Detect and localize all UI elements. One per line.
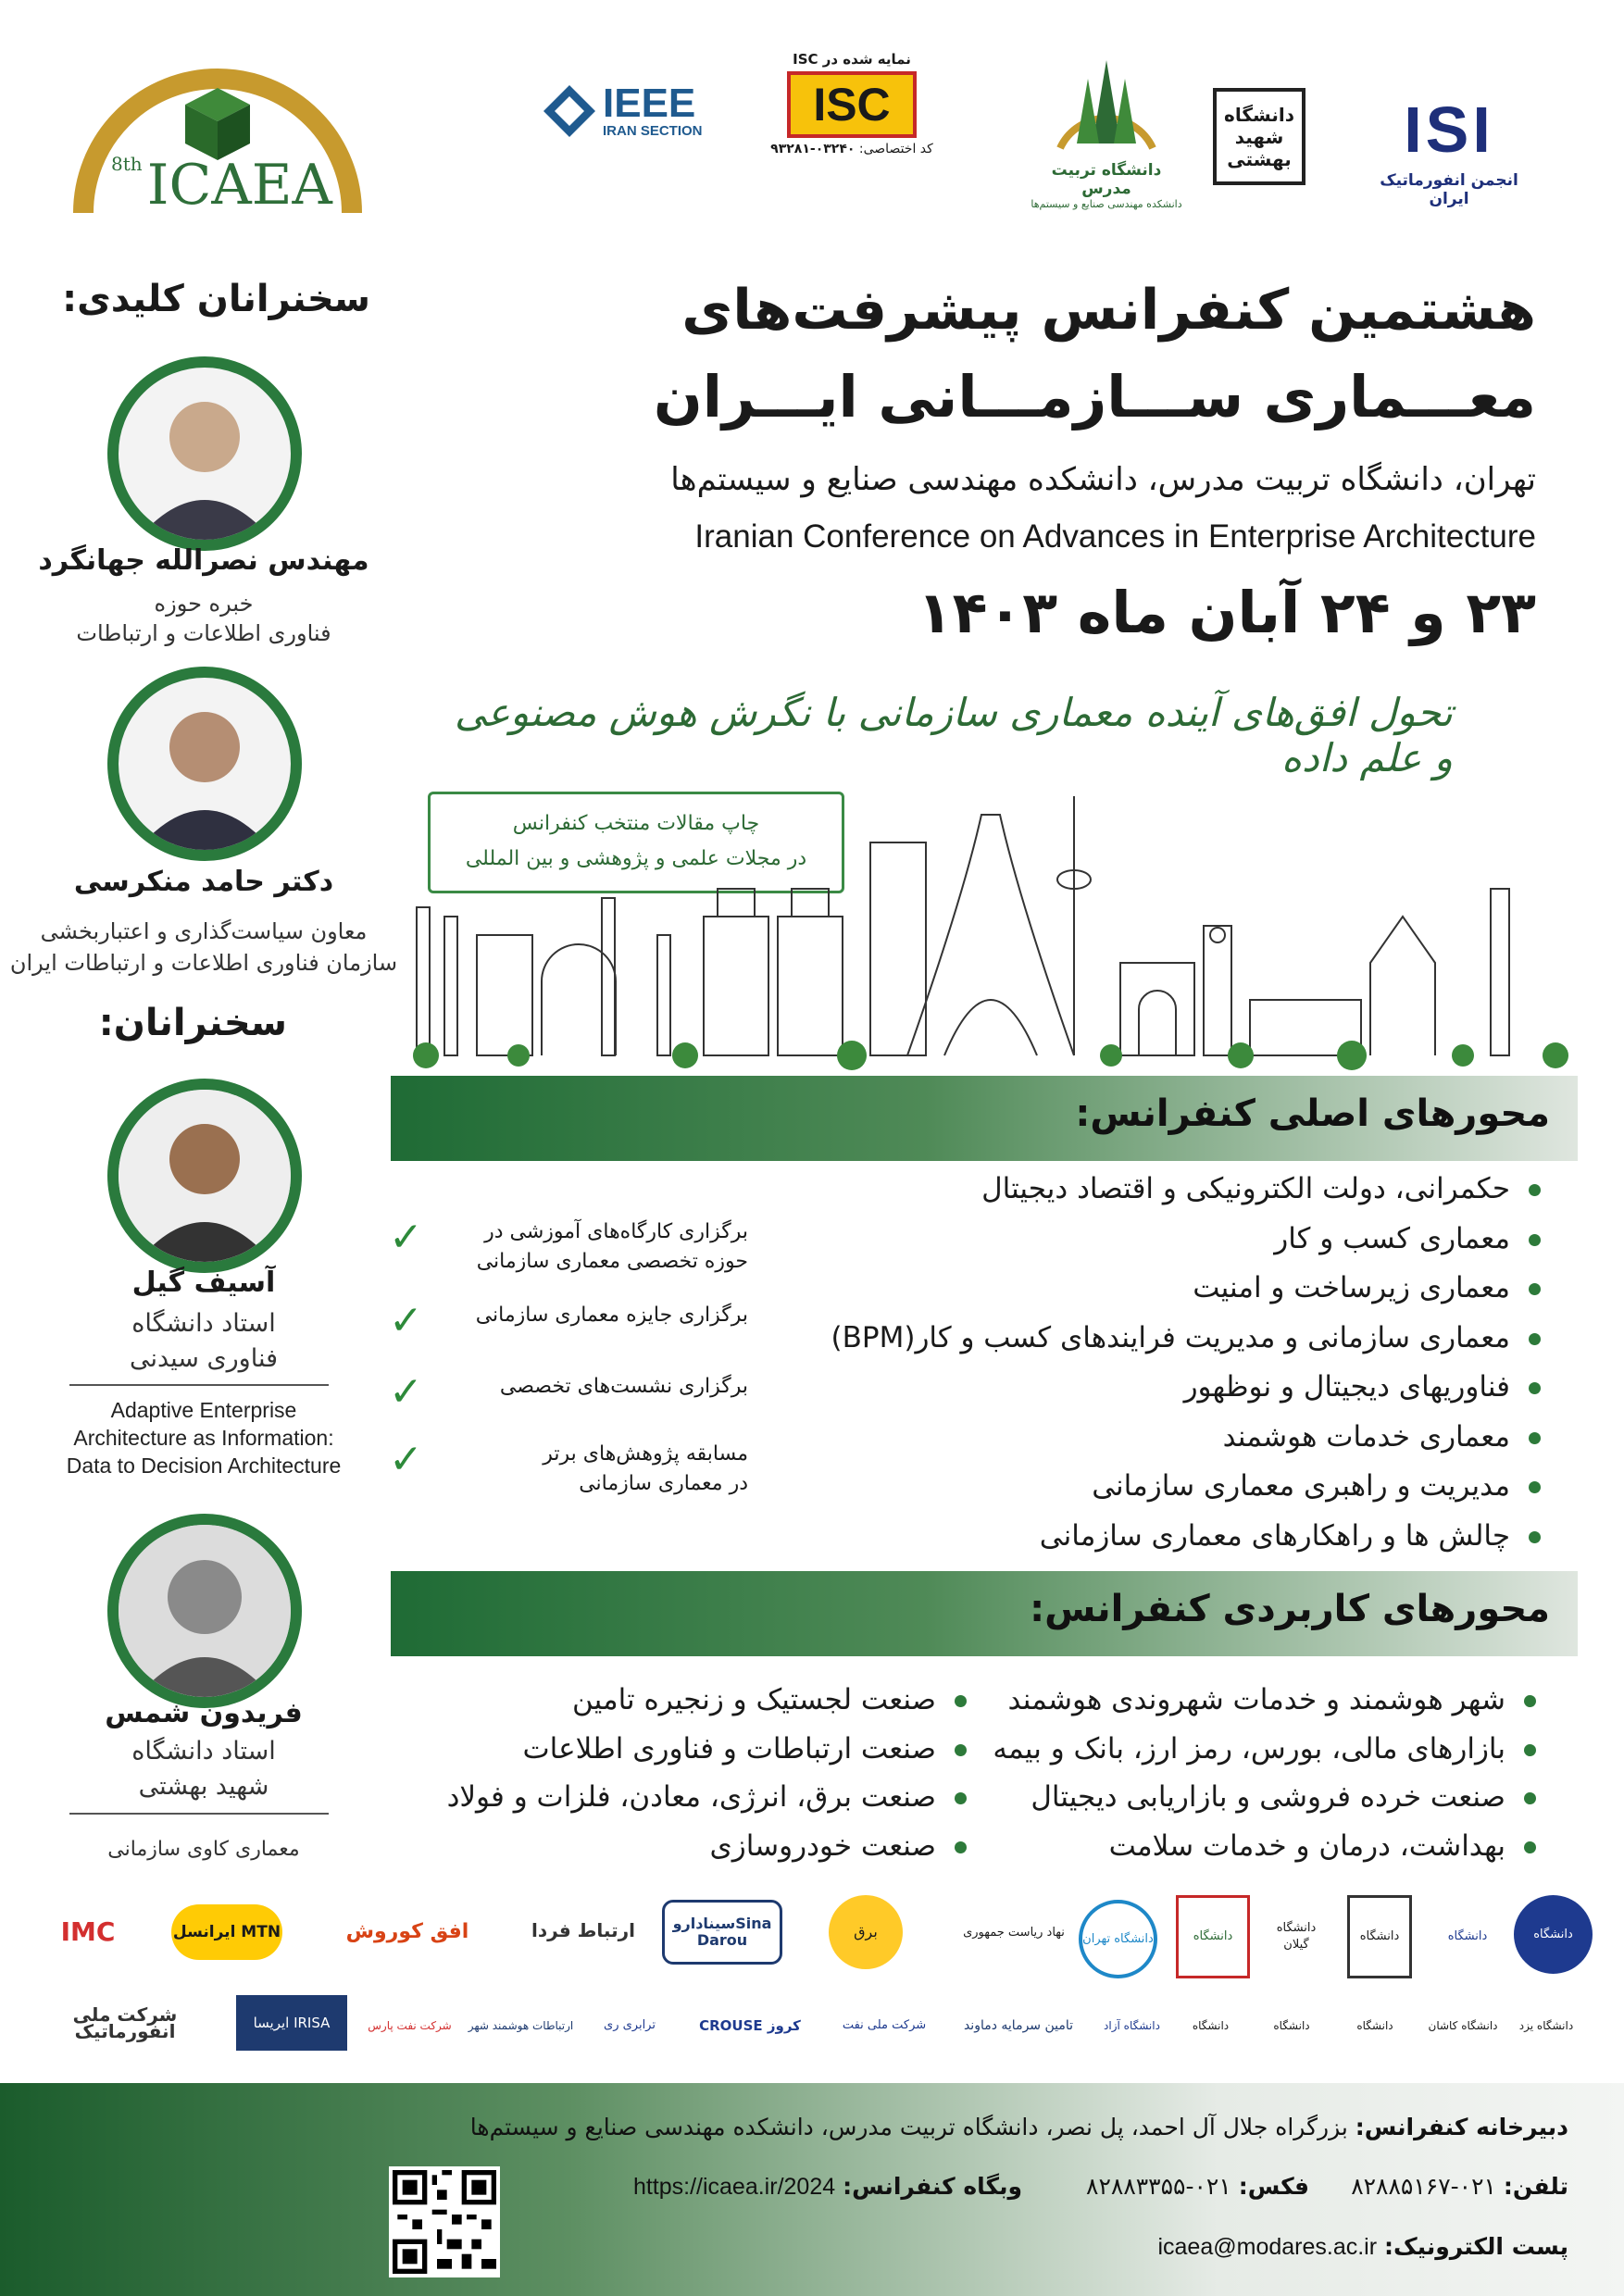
isc-code-label: کد اختصاصی:: [858, 142, 933, 156]
topic-text: شهر هوشمند و خدمات شهروندی هوشمند: [1007, 1683, 1505, 1716]
check-icon: ✓: [389, 1297, 423, 1344]
speaker-1-role2: فناوری سیدنی: [129, 1344, 279, 1373]
list-item: [707, 1314, 1541, 1364]
ieee-logo: [542, 79, 736, 144]
sponsor-logo: تامین سرمایه دماوند: [963, 2017, 1074, 2033]
list-item: [411, 1773, 967, 1822]
isi-name: ISI: [1404, 94, 1494, 166]
list-item: [707, 1264, 1541, 1314]
activity-1-line2: حوزه تخصصی معماری سازمانی: [476, 1250, 748, 1273]
activity-item: [389, 1297, 778, 1344]
sponsor-logo: دانشگاه: [1176, 1895, 1250, 1978]
secretariat-label: دبیرخانه کنفرانس:: [1355, 2114, 1568, 2140]
activity-2-line1: برگزاری جایزه معماری سازمانی: [475, 1304, 748, 1327]
list-item: [962, 1773, 1536, 1822]
sponsor-logo: دانشگاه: [1347, 1895, 1412, 1978]
bullet-icon: [1529, 1184, 1541, 1196]
topic-text: معماری سازمانی و مدیریت فرایندهای کسب و کار(BPM): [831, 1320, 1510, 1354]
bullet-icon: [1524, 1744, 1536, 1756]
sponsor-logo: دانشگاه: [1447, 1929, 1488, 1943]
activity-4-line1: مسابقه پژوهش‌های برتر: [543, 1442, 748, 1466]
sponsor-logo: ایریسا IRISA: [236, 1995, 347, 2051]
isc-logo: [759, 51, 944, 181]
ieee-section: IRAN SECTION: [603, 122, 703, 139]
topic-text: معماری کسب و کار: [1274, 1221, 1510, 1255]
topic-text: صنعت خرده فروشی و بازاریابی دیجیتال: [1031, 1780, 1505, 1814]
speaker-1-talk-line2: Architecture as Information:: [73, 1426, 334, 1450]
sponsor-logo: دانشگاه گیلان: [1276, 1921, 1317, 1952]
avatar: [107, 667, 302, 861]
isc-badge: [787, 71, 917, 138]
conference-date: ۲۳ و ۲۴ آبان ماه ۱۴۰۳: [917, 579, 1536, 646]
check-icon: ✓: [389, 1368, 423, 1416]
keynote-speaker-2-name: دکتر حامد منکرسی: [73, 866, 334, 898]
list-item: [707, 1512, 1541, 1562]
secretariat-address: بزرگراه جلال آل احمد، پل نصر، دانشگاه تربیت مدرس، دانشکده مهندسی صنایع و سیستم‌ها: [469, 2114, 1348, 2140]
footer-email: [1050, 2233, 1568, 2261]
topic-text: صنعت لجستیک و زنجیره تامین: [572, 1683, 936, 1716]
applied-topics-header: [391, 1571, 1578, 1656]
sponsor-logo: دانشگاه تهران: [1079, 1900, 1157, 1978]
speaker-1-role1: استاد دانشگاه: [131, 1309, 276, 1338]
beheshti-logo: [1213, 88, 1305, 185]
isi-caption: انجمن انفورماتیک ایران: [1380, 171, 1518, 208]
avatar: [107, 1514, 302, 1708]
applied-topics-right-list: [962, 1676, 1536, 1870]
conference-title-line2: معـــماری ســـازمـــانی ایـــران: [653, 363, 1536, 430]
person-icon: [119, 1090, 291, 1262]
person-icon: [119, 1525, 291, 1697]
activity-1-line1: برگزاری کارگاه‌های آموزشی در: [484, 1220, 748, 1243]
bullet-icon: [1529, 1531, 1541, 1543]
person-icon: [119, 368, 291, 540]
list-item: [707, 1363, 1541, 1413]
footer-website: [541, 2173, 1022, 2201]
sponsor-logo: دانشگاه کاشان: [1428, 2018, 1498, 2032]
bullet-icon: [1529, 1432, 1541, 1444]
email-link[interactable]: icaea@modares.ac.ir: [1157, 2234, 1378, 2260]
footer-secretariat: [365, 2114, 1568, 2140]
ieee-name: IEEE: [603, 80, 696, 126]
fax-label: فکس:: [1238, 2173, 1309, 2200]
sponsor-logo: برق: [829, 1895, 903, 1969]
sponsor-logo: شرکت نفت پارس: [368, 2018, 452, 2032]
isc-indexed-label: نمایه شده در ISC: [793, 51, 911, 68]
list-item: [962, 1822, 1536, 1871]
phone-label: تلفن:: [1503, 2173, 1568, 2200]
ieee-diamond-icon: [542, 83, 597, 139]
activity-item: [389, 1214, 778, 1277]
activity-item: [389, 1436, 778, 1499]
divider: [69, 1384, 329, 1386]
website-link[interactable]: https://icaea.ir/2024: [632, 2174, 836, 2200]
icaea-logo: [65, 51, 370, 227]
activity-4-line2: در معماری سازمانی: [579, 1472, 748, 1495]
sponsor-logo: ارتباط فردا: [531, 1919, 635, 1941]
bullet-icon: [1524, 1841, 1536, 1853]
bullet-icon: [955, 1841, 967, 1853]
bullet-icon: [1529, 1234, 1541, 1246]
modares-sub: دانشکده مهندسی صنایع و سیستم‌ها: [1031, 198, 1182, 210]
isi-logo: [1361, 94, 1537, 208]
sponsor-logo: دانشگاه: [1356, 2018, 1393, 2032]
conference-english-title: Iranian Conference on Advances in Enterprise Architecture: [694, 518, 1536, 555]
divider: [69, 1813, 329, 1815]
list-item: [411, 1822, 967, 1871]
list-item: [411, 1676, 967, 1725]
topic-text: بازارهای مالی، بورس، رمز ارز، بانک و بیمه: [993, 1731, 1505, 1766]
keynote-heading: سخنرانان کلیدی:: [62, 278, 370, 320]
keynote-speaker-1-role1: خبره حوزه: [154, 591, 254, 617]
list-item: [707, 1413, 1541, 1463]
activity-3-line1: برگزاری نشست‌های تخصصی: [499, 1375, 748, 1398]
keynote-speaker-1-role2: فناوری اطلاعات و ارتباطات: [76, 620, 331, 646]
publication-line1: چاپ مقالات منتخب کنفرانس: [512, 812, 760, 835]
avatar: [107, 1079, 302, 1273]
topic-text: معماری زیرساخت و امنیت: [1193, 1271, 1510, 1304]
fax-value: ۰۲۱-۸۲۸۸۳۳۵۵: [1086, 2173, 1231, 2200]
list-item: [962, 1676, 1536, 1725]
check-icon: ✓: [389, 1214, 423, 1261]
conference-slogan: تحول افق‌های آینده معماری سازمانی با نگرش هوش مصنوعی و علم داده: [454, 690, 1453, 780]
bullet-icon: [1524, 1792, 1536, 1804]
avatar: [107, 356, 302, 551]
main-topics-title: محورهای اصلی کنفرانس:: [1075, 1092, 1550, 1135]
speaker-2-name: فریدون شمس: [105, 1697, 303, 1729]
sponsor-logo: دانشگاه: [1514, 1895, 1593, 1974]
website-label: وبگاه کنفرانس:: [843, 2173, 1022, 2200]
sponsor-logo: ترابری ری: [604, 2017, 656, 2032]
modares-name: دانشگاه تربیت مدرس: [1051, 161, 1162, 198]
conference-location: تهران، دانشگاه تربیت مدرس، دانشکده مهندسی صنایع و سیستم‌ها: [670, 461, 1536, 498]
bullet-icon: [1529, 1481, 1541, 1493]
speakers-heading: سخنرانان:: [98, 1002, 287, 1044]
main-topics-list: [707, 1165, 1541, 1561]
topic-text: فناوریهای دیجیتال و نوظهور: [1183, 1370, 1510, 1404]
qr-code-icon[interactable]: [389, 2166, 500, 2277]
topic-text: چالش ها و راهکارهای معماری سازمانی: [1039, 1518, 1510, 1553]
speaker-2-role1: استاد دانشگاه: [131, 1737, 276, 1766]
sponsor-logo: CROUSE کروز: [699, 2016, 801, 2034]
keynote-speaker-1-name: مهندس نصرالله جهانگرد: [38, 544, 369, 577]
topic-text: مدیریت و راهبری معماری سازمانی: [1092, 1469, 1510, 1503]
bullet-icon: [955, 1792, 967, 1804]
list-item: [411, 1725, 967, 1774]
sponsor-logo: دانشگاه: [1192, 2018, 1230, 2032]
tehran-skyline-illustration: [407, 778, 1593, 1074]
sponsor-logo: IMC: [60, 1916, 116, 1947]
applied-topics-title: محورهای کاربردی کنفرانس:: [1030, 1588, 1550, 1630]
bullet-icon: [1529, 1382, 1541, 1394]
bullet-icon: [955, 1744, 967, 1756]
list-item: [962, 1725, 1536, 1774]
main-topics-header: [391, 1076, 1578, 1161]
bullet-icon: [955, 1695, 967, 1707]
person-icon: [119, 678, 291, 850]
sponsor-logo: افق کوروش: [345, 1920, 469, 1943]
topic-text: بهداشت، درمان و خدمات سلامت: [1108, 1828, 1505, 1863]
check-icon: ✓: [389, 1436, 423, 1483]
sponsor-logo: شرکت ملی نفت: [842, 2017, 927, 2032]
list-item: [707, 1215, 1541, 1265]
sponsor-logo: ارتباطات هوشمند شهر: [468, 2018, 574, 2032]
footer-fax: [1041, 2173, 1309, 2200]
sponsor-logo: دانشگاه: [1273, 2018, 1310, 2032]
speaker-2-talk: معماری کاوی سازمانی: [107, 1838, 300, 1861]
activity-item: [389, 1368, 778, 1416]
speaker-1-talk-line3: Data to Decision Architecture: [66, 1454, 342, 1478]
topic-text: صنعت خودروسازی: [709, 1828, 936, 1863]
bullet-icon: [1529, 1283, 1541, 1295]
speaker-1-talk-line1: Adaptive Enterprise: [110, 1398, 297, 1422]
topic-text: صنعت ارتباطات و فناوری اطلاعات: [522, 1731, 936, 1766]
keynote-speaker-2-role1: معاون سیاست‌گذاری و اعتباربخشی: [40, 918, 368, 944]
list-item: [707, 1165, 1541, 1215]
icaea-name: ICAEA: [146, 153, 332, 218]
isc-name: ISC: [813, 79, 891, 131]
topic-text: حکمرانی، دولت الکترونیکی و اقتصاد دیجیتال: [981, 1172, 1510, 1205]
beheshti-name: دانشگاه شهید بهشتی: [1224, 103, 1294, 170]
sponsor-logo: دانشگاه یزد: [1518, 2018, 1574, 2032]
speaker-2-role2: شهید بهشتی: [138, 1772, 269, 1801]
applied-topics-left-list: [411, 1676, 967, 1870]
sponsor-logo: سیناداروSina Darou: [662, 1900, 782, 1965]
bullet-icon: [1524, 1695, 1536, 1707]
phone-value: ۰۲۱-۸۲۸۸۵۱۶۷: [1351, 2173, 1496, 2200]
speaker-1-talk: [9, 1396, 398, 1479]
topic-text: صنعت برق، انرژی، معادن، فلزات و فولاد: [446, 1780, 936, 1814]
sponsor-logo: شرکت ملی انفورماتیک: [72, 2003, 178, 2042]
bullet-icon: [1529, 1333, 1541, 1345]
keynote-speaker-2-role2: سازمان فناوری اطلاعات و ارتباطات ایران: [9, 950, 398, 976]
modares-logo: [1028, 56, 1185, 218]
sponsor-logo: ایرانسل MTN: [171, 1904, 282, 1960]
conference-title-line1: هشتمین کنفرانس پیشرفت‌های: [681, 278, 1536, 343]
modares-tree-icon: [1051, 56, 1162, 157]
icaea-edition: 8th: [111, 153, 143, 175]
list-item: [707, 1462, 1541, 1512]
publication-line2: در مجلات علمی و پژوهشی و بین المللی: [465, 847, 807, 870]
isc-code: ۰۳۲۴۰-۹۳۲۸۱: [770, 142, 856, 156]
topic-text: معماری خدمات هوشمند: [1222, 1419, 1510, 1454]
sponsor-logo: دانشگاه آزاد: [1104, 2018, 1160, 2032]
email-label: پست الکترونیک:: [1384, 2233, 1568, 2260]
footer-phone: [1328, 2173, 1568, 2200]
speaker-1-name: آسیف گیل: [131, 1267, 276, 1299]
sponsor-logo: نهاد ریاست جمهوری: [963, 1925, 1065, 1940]
